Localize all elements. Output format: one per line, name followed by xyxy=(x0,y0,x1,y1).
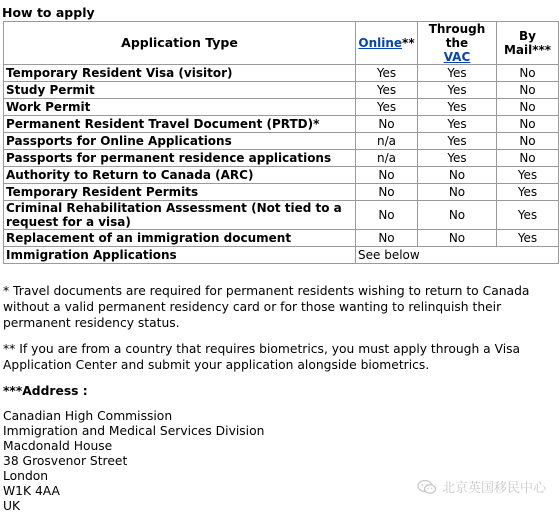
table-row xyxy=(4,116,559,133)
row-vac: Yes xyxy=(418,65,497,82)
row-mail: No xyxy=(497,99,559,116)
row-name: Authority to Return to Canada (ARC) xyxy=(4,167,356,184)
address-line: UK xyxy=(3,499,21,513)
row-mail: Yes xyxy=(497,201,559,230)
table-row xyxy=(4,230,559,247)
note-travel-documents: * Travel documents are required for permanent residents wishing to return to Canada without a valid permanent residency card or for those wanting to relinquish their permanent residency status. xyxy=(3,284,530,330)
row-see-below: See below xyxy=(356,247,559,264)
row-name: Criminal Rehabilitation Assessment (Not tied to a request for a visa) xyxy=(4,201,356,230)
row-online: No xyxy=(356,116,418,133)
header-online xyxy=(356,22,418,65)
table-row xyxy=(4,150,559,167)
vac-prefix: Through the xyxy=(428,22,486,50)
table-row xyxy=(4,201,559,230)
row-name: Passports for permanent residence applications xyxy=(4,150,356,167)
row-online: n/a xyxy=(356,133,418,150)
row-name: Immigration Applications xyxy=(4,247,356,264)
table-row xyxy=(4,99,559,116)
wechat-icon xyxy=(417,479,437,495)
row-online: Yes xyxy=(356,65,418,82)
row-mail: No xyxy=(497,133,559,150)
watermark xyxy=(417,477,546,496)
row-mail: Yes xyxy=(497,184,559,201)
row-name: Study Permit xyxy=(4,82,356,99)
row-mail: No xyxy=(497,65,559,82)
row-vac: No xyxy=(418,167,497,184)
note-biometrics: ** If you are from a country that requires biometrics, you must apply through a Visa Application Center and submit your application alongside biometrics. xyxy=(3,342,521,372)
row-vac: No xyxy=(418,230,497,247)
address-line: London xyxy=(3,469,49,483)
online-link[interactable]: Online xyxy=(358,36,403,50)
address-line: Macdonald House xyxy=(3,439,113,453)
row-online: Yes xyxy=(356,82,418,99)
row-vac: No xyxy=(418,184,497,201)
header-application-type: Application Type xyxy=(4,22,356,65)
row-vac: Yes xyxy=(418,133,497,150)
mail-line2: Mail*** xyxy=(503,43,552,57)
table-header-row xyxy=(4,22,559,65)
row-online: No xyxy=(356,201,418,230)
row-name: Passports for Online Applications xyxy=(4,133,356,150)
row-name: Work Permit xyxy=(4,99,356,116)
row-online: Yes xyxy=(356,99,418,116)
row-name: Replacement of an immigration document xyxy=(4,230,356,247)
table-row-immigration xyxy=(4,247,559,264)
row-vac: Yes xyxy=(418,116,497,133)
row-vac: Yes xyxy=(418,150,497,167)
row-mail: Yes xyxy=(497,230,559,247)
watermark-text: 北京英国移民中心 xyxy=(441,481,546,496)
address-line: 38 Grosvenor Street xyxy=(3,454,128,468)
address-line: W1K 4AA xyxy=(3,484,60,498)
row-online: n/a xyxy=(356,150,418,167)
row-mail: No xyxy=(497,82,559,99)
row-name: Temporary Resident Visa (visitor) xyxy=(4,65,356,82)
row-vac: No xyxy=(418,201,497,230)
header-mail xyxy=(497,22,559,65)
application-table xyxy=(3,21,559,264)
table-row xyxy=(4,65,559,82)
address-line: Canadian High Commission xyxy=(3,409,173,423)
address-line: Immigration and Medical Services Division xyxy=(3,424,265,438)
header-vac xyxy=(418,22,497,65)
row-online: No xyxy=(356,184,418,201)
table-row xyxy=(4,82,559,99)
page-heading: How to apply xyxy=(2,5,95,20)
address-block xyxy=(3,409,555,514)
row-mail: No xyxy=(497,116,559,133)
row-online: No xyxy=(356,230,418,247)
row-mail: Yes xyxy=(497,167,559,184)
table-row xyxy=(4,184,559,201)
table-row xyxy=(4,133,559,150)
vac-link[interactable]: VAC xyxy=(443,50,471,64)
mail-line1: By xyxy=(519,29,536,43)
row-vac: Yes xyxy=(418,82,497,99)
table-row xyxy=(4,167,559,184)
online-suffix: ** xyxy=(402,36,415,50)
row-name: Permanent Resident Travel Document (PRTD)* xyxy=(4,116,356,133)
address-heading: ***Address : xyxy=(3,384,88,398)
row-vac: Yes xyxy=(418,99,497,116)
row-online: No xyxy=(356,167,418,184)
row-mail: No xyxy=(497,150,559,167)
row-name: Temporary Resident Permits xyxy=(4,184,356,201)
